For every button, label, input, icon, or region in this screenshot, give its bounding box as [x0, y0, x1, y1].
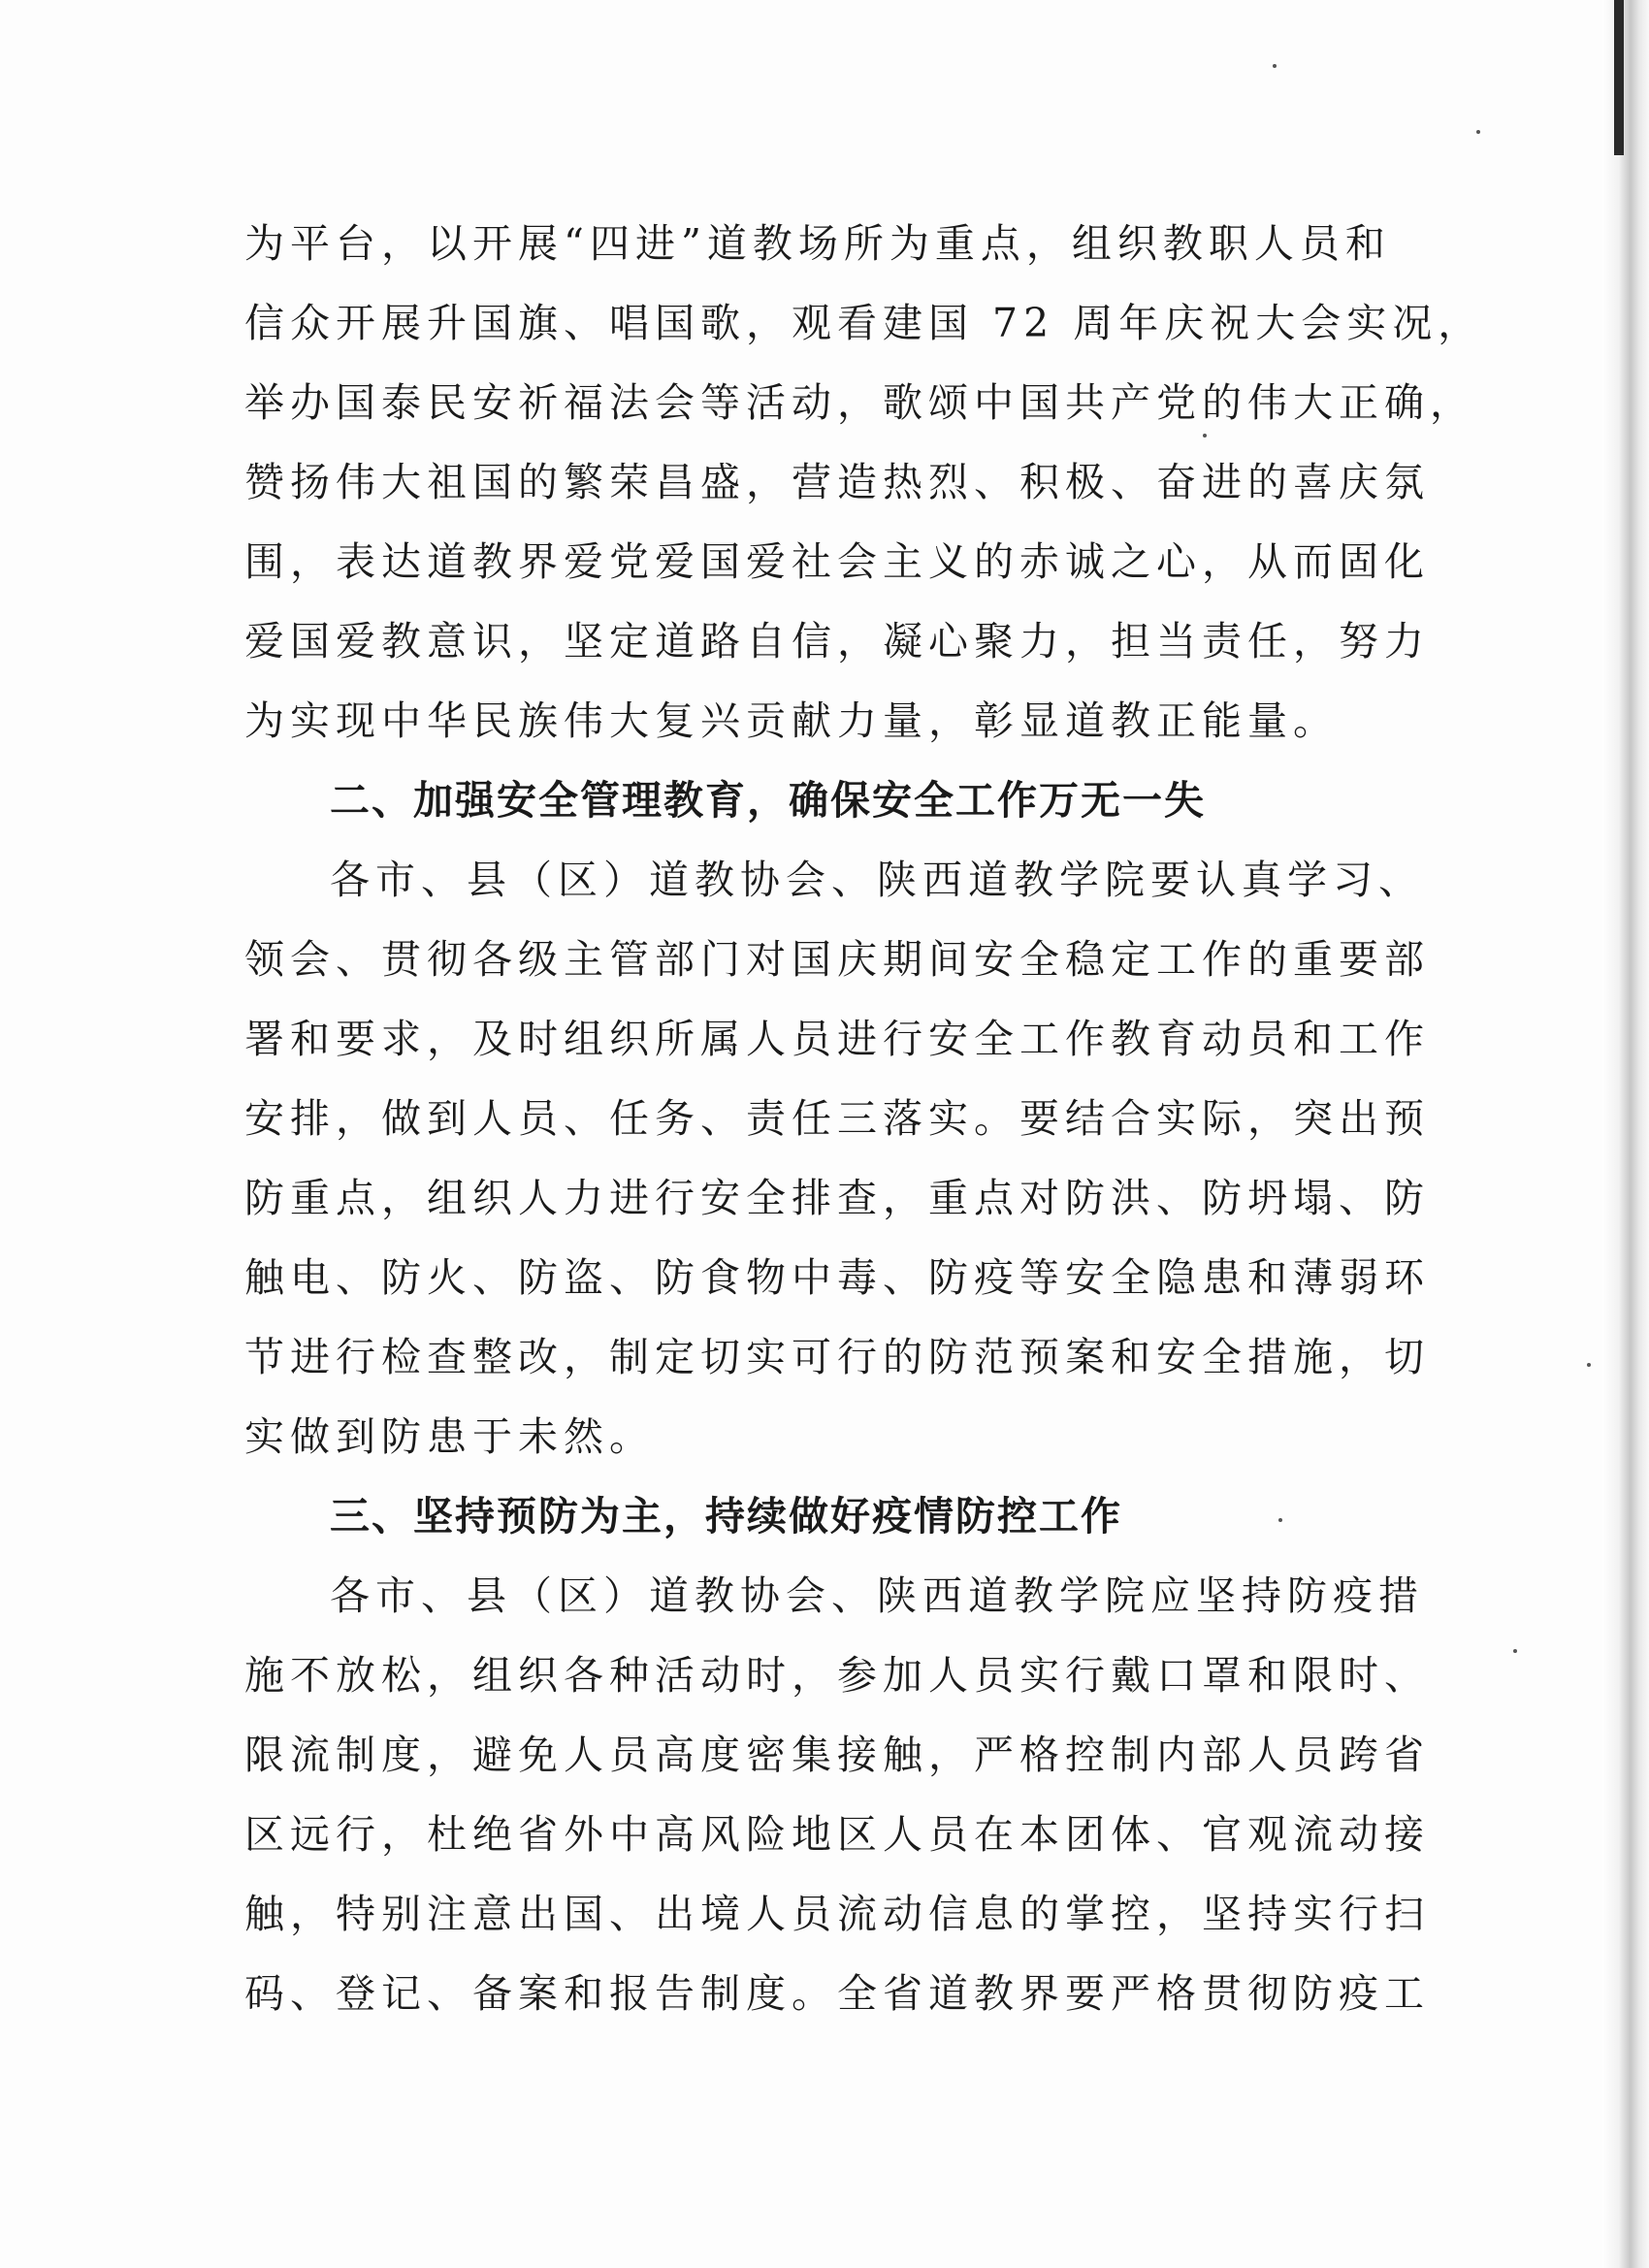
body-line: 触，特别注意出国、出境人员流动信息的掌控，坚持实行扫: [244, 1891, 1430, 1937]
body-line: 围，表达道教界爱党爱国爱社会主义的赤诚之心，从而固化: [244, 538, 1430, 585]
body-line: 为平台，以开展“四进”道教场所为重点，组织教职人员和: [244, 220, 1391, 267]
body-line: 举办国泰民安祈福法会等活动，歌颂中国共产党的伟大正确，: [244, 379, 1475, 426]
body-line: 各市、县（区）道教协会、陕西道教学院要认真学习、: [330, 857, 1424, 903]
section-heading: 三、坚持预防为主，持续做好疫情防控工作: [330, 1493, 1122, 1539]
body-line: 各市、县（区）道教协会、陕西道教学院应坚持防疫措: [330, 1572, 1424, 1619]
body-line: 施不放松，组织各种活动时，参加人员实行戴口罩和限时、: [244, 1652, 1430, 1699]
scan-speck: [1273, 64, 1277, 68]
body-line: 为实现中华民族伟大复兴贡献力量，彰显道教正能量。: [244, 697, 1339, 744]
body-line: 码、登记、备案和报告制度。全省道教界要严格贯彻防疫工: [244, 1970, 1430, 2017]
scan-speck: [1587, 1363, 1591, 1367]
body-line: 赞扬伟大祖国的繁荣昌盛，营造热烈、积极、奋进的喜庆氛: [244, 459, 1430, 505]
section-heading: 二、加强安全管理教育，确保安全工作万无一失: [330, 777, 1206, 824]
document-body: [244, 204, 1484, 2033]
scan-edge-shadow: [1602, 0, 1649, 2268]
body-line: 防重点，组织人力进行安全排查，重点对防洪、防坍塌、防: [244, 1175, 1430, 1221]
body-line: 触电、防火、防盗、防食物中毒、防疫等安全隐患和薄弱环: [244, 1254, 1430, 1301]
body-line: 区远行，杜绝省外中高风险地区人员在本团体、官观流动接: [244, 1811, 1430, 1858]
body-line: 信众开展升国旗、唱国歌，观看建国 72 周年庆祝大会实况，: [244, 300, 1484, 346]
scan-edge-mark: [1614, 0, 1624, 155]
body-line: 爱国爱教意识，坚定道路自信，凝心聚力，担当责任，努力: [244, 618, 1430, 664]
body-line: 限流制度，避免人员高度密集接触，严格控制内部人员跨省: [244, 1732, 1430, 1778]
body-line: 署和要求，及时组织所属人员进行安全工作教育动员和工作: [244, 1016, 1430, 1062]
body-line: 领会、贯彻各级主管部门对国庆期间安全稳定工作的重要部: [244, 936, 1430, 983]
body-line: 节进行检查整改，制定切实可行的防范预案和安全措施，切: [244, 1334, 1430, 1380]
scan-speck: [1513, 1649, 1517, 1653]
body-line: 实做到防患于未然。: [244, 1413, 655, 1460]
scan-speck: [1476, 130, 1480, 134]
body-line: 安排，做到人员、任务、责任三落实。要结合实际，突出预: [244, 1095, 1430, 1142]
